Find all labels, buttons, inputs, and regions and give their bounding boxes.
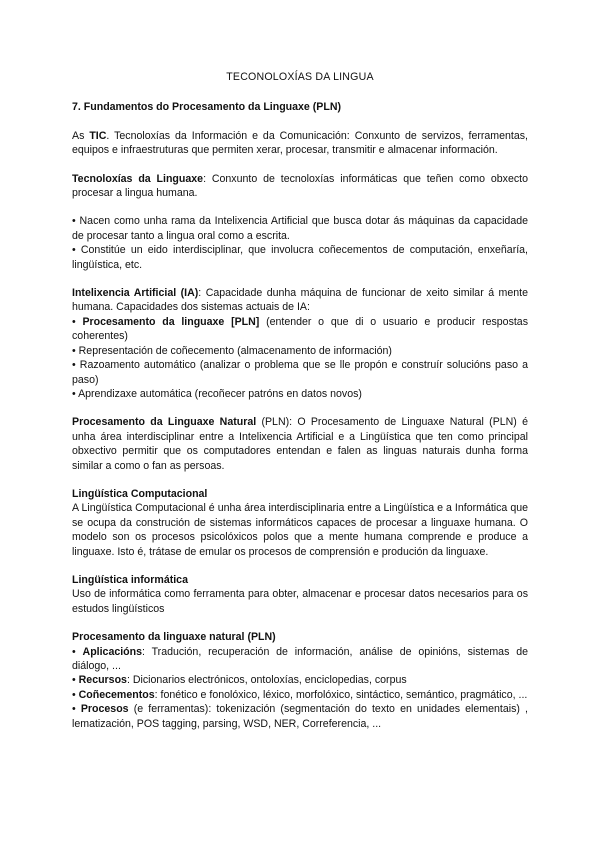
bullet-mark: • — [72, 674, 79, 687]
list-item — [72, 702, 528, 731]
item-term: Aplicacións — [82, 645, 143, 658]
bullet-mark: • — [72, 645, 83, 658]
tic-text: . Tecnoloxías da Información e da Comunicación: Conxunto de servizos, ferramentas, equipos e infraestruturas que permiten xerar, procesar, transmitir e almacenar información. — [72, 129, 528, 157]
tic-term: TIC — [89, 129, 107, 142]
pln2-section — [72, 630, 528, 731]
document-title: TECONOLOXÍAS DA LINGUA — [226, 71, 374, 83]
list-item: • Representación de coñecemento (almacenamento de información) — [72, 344, 392, 357]
list-item: • Constitúe un eido interdisciplinar, que involucra coñecementos de computación, enxeñaría, lingüística, etc. — [72, 244, 528, 271]
ling-comp-section — [72, 487, 528, 559]
tic-pre: As — [72, 129, 90, 142]
pln-paragraph — [72, 415, 528, 473]
ia-term: Intelixencia Artificial (IA) — [72, 287, 199, 300]
tecnoloxias-text: : Conxunto de tecnoloxías informáticas que teñen como obxecto procesar a lingua humana. — [72, 172, 529, 200]
item-term: Recursos — [78, 674, 127, 687]
pln2-heading-text: Procesamento da linguaxe natural (PLN) — [72, 631, 276, 644]
pln-term: Procesamento da Linguaxe Natural — [72, 416, 257, 429]
list-item — [72, 315, 528, 344]
document-page — [72, 70, 528, 745]
tic-paragraph — [72, 129, 528, 158]
list-item: • Nacen como unha rama da Intelixencia Artificial que busca dotar ás máquinas da capacidade de procesar tanto a lingua oral como a escrita. — [72, 215, 528, 242]
ia-bullet-term: Procesamento da linguaxe [PLN] — [82, 315, 260, 328]
ia-text: : Capacidade dunha máquina de funcionar de xeito similar á mente humana. Capacidades dos sistemas actuais de IA: — [72, 287, 528, 314]
ling-inf-heading — [72, 573, 528, 587]
item-text: : Tradución, recuperación de información, análise de opinións, sistemas de diálogo, ... — [72, 645, 528, 672]
item-term: Coñecementos — [78, 688, 155, 701]
tecnoloxias-paragraph — [72, 172, 528, 201]
tecnoloxias-term: Tecnoloxías da Linguaxe — [72, 172, 204, 185]
ia-bullet-text: (entender o que di o usuario e producir respostas coherentes) — [72, 315, 529, 343]
item-text: : fonético e fonolóxico, léxico, morfolóxico, sintáctico, semántico, pragmático, ... — [154, 688, 528, 701]
pln2-heading — [72, 630, 528, 644]
ia-paragraph — [72, 286, 528, 315]
item-text: (e ferramentas): tokenización (segmentación do texto en unidades elementais) , lematización, POS tagging, parsing, WSD, NER, Correferencia, ... — [72, 703, 528, 730]
bullet-mark: • — [72, 315, 83, 328]
bullet-mark: • — [72, 703, 81, 716]
item-term: Procesos — [80, 703, 129, 716]
list-item — [72, 645, 528, 674]
ling-comp-heading — [72, 487, 528, 501]
ling-inf-section — [72, 573, 528, 616]
list-item — [72, 673, 528, 687]
ia-section — [72, 286, 528, 401]
list-item: • Aprendizaxe automática (recoñecer patróns en datos novos) — [72, 387, 362, 400]
ling-comp-text: A Lingüística Computacional é unha área interdisciplinaria entre a Lingüística e a Informática que se ocupa da construción de sistemas informáticos capaces de procesar a linguaxe humana. O modelo son os procesos psicolóxicos polos que a mente humana comprende e produce a linguaxe. Isto é, trátase de emular os procesos de comprensión e produción da linguaxe. — [72, 502, 528, 558]
ling-comp-heading-text: Lingüística Computacional — [72, 487, 208, 500]
ling-inf-heading-text: Lingüística informática — [72, 573, 188, 586]
intro-bullet-list — [72, 214, 528, 272]
list-item — [72, 688, 528, 702]
item-text: : Dicionarios electrónicos, ontoloxías, enciclopedias, corpus — [126, 674, 407, 687]
list-item: • Razoamento automático (analizar o problema que se lle propón e construír solucións paso a paso) — [72, 359, 528, 386]
pln-text: (PLN): O Procesamento de Linguaxe Natural (PLN) é unha área interdisciplinar entre a Intelixencia Artificial e a Lingüística que ten como principal obxectivo permitir que os computadores entendan e falen as linguas naturais dunha forma similar a como o fan as persoas. — [72, 416, 528, 472]
bullet-mark: • — [72, 688, 79, 701]
section-heading: 7. Fundamentos do Procesamento da Linguaxe (PLN) — [72, 101, 342, 114]
ling-inf-text: Uso de informática como ferramenta para obter, almacenar e procesar datos necesarios para os estudos lingüísticos — [72, 588, 528, 615]
